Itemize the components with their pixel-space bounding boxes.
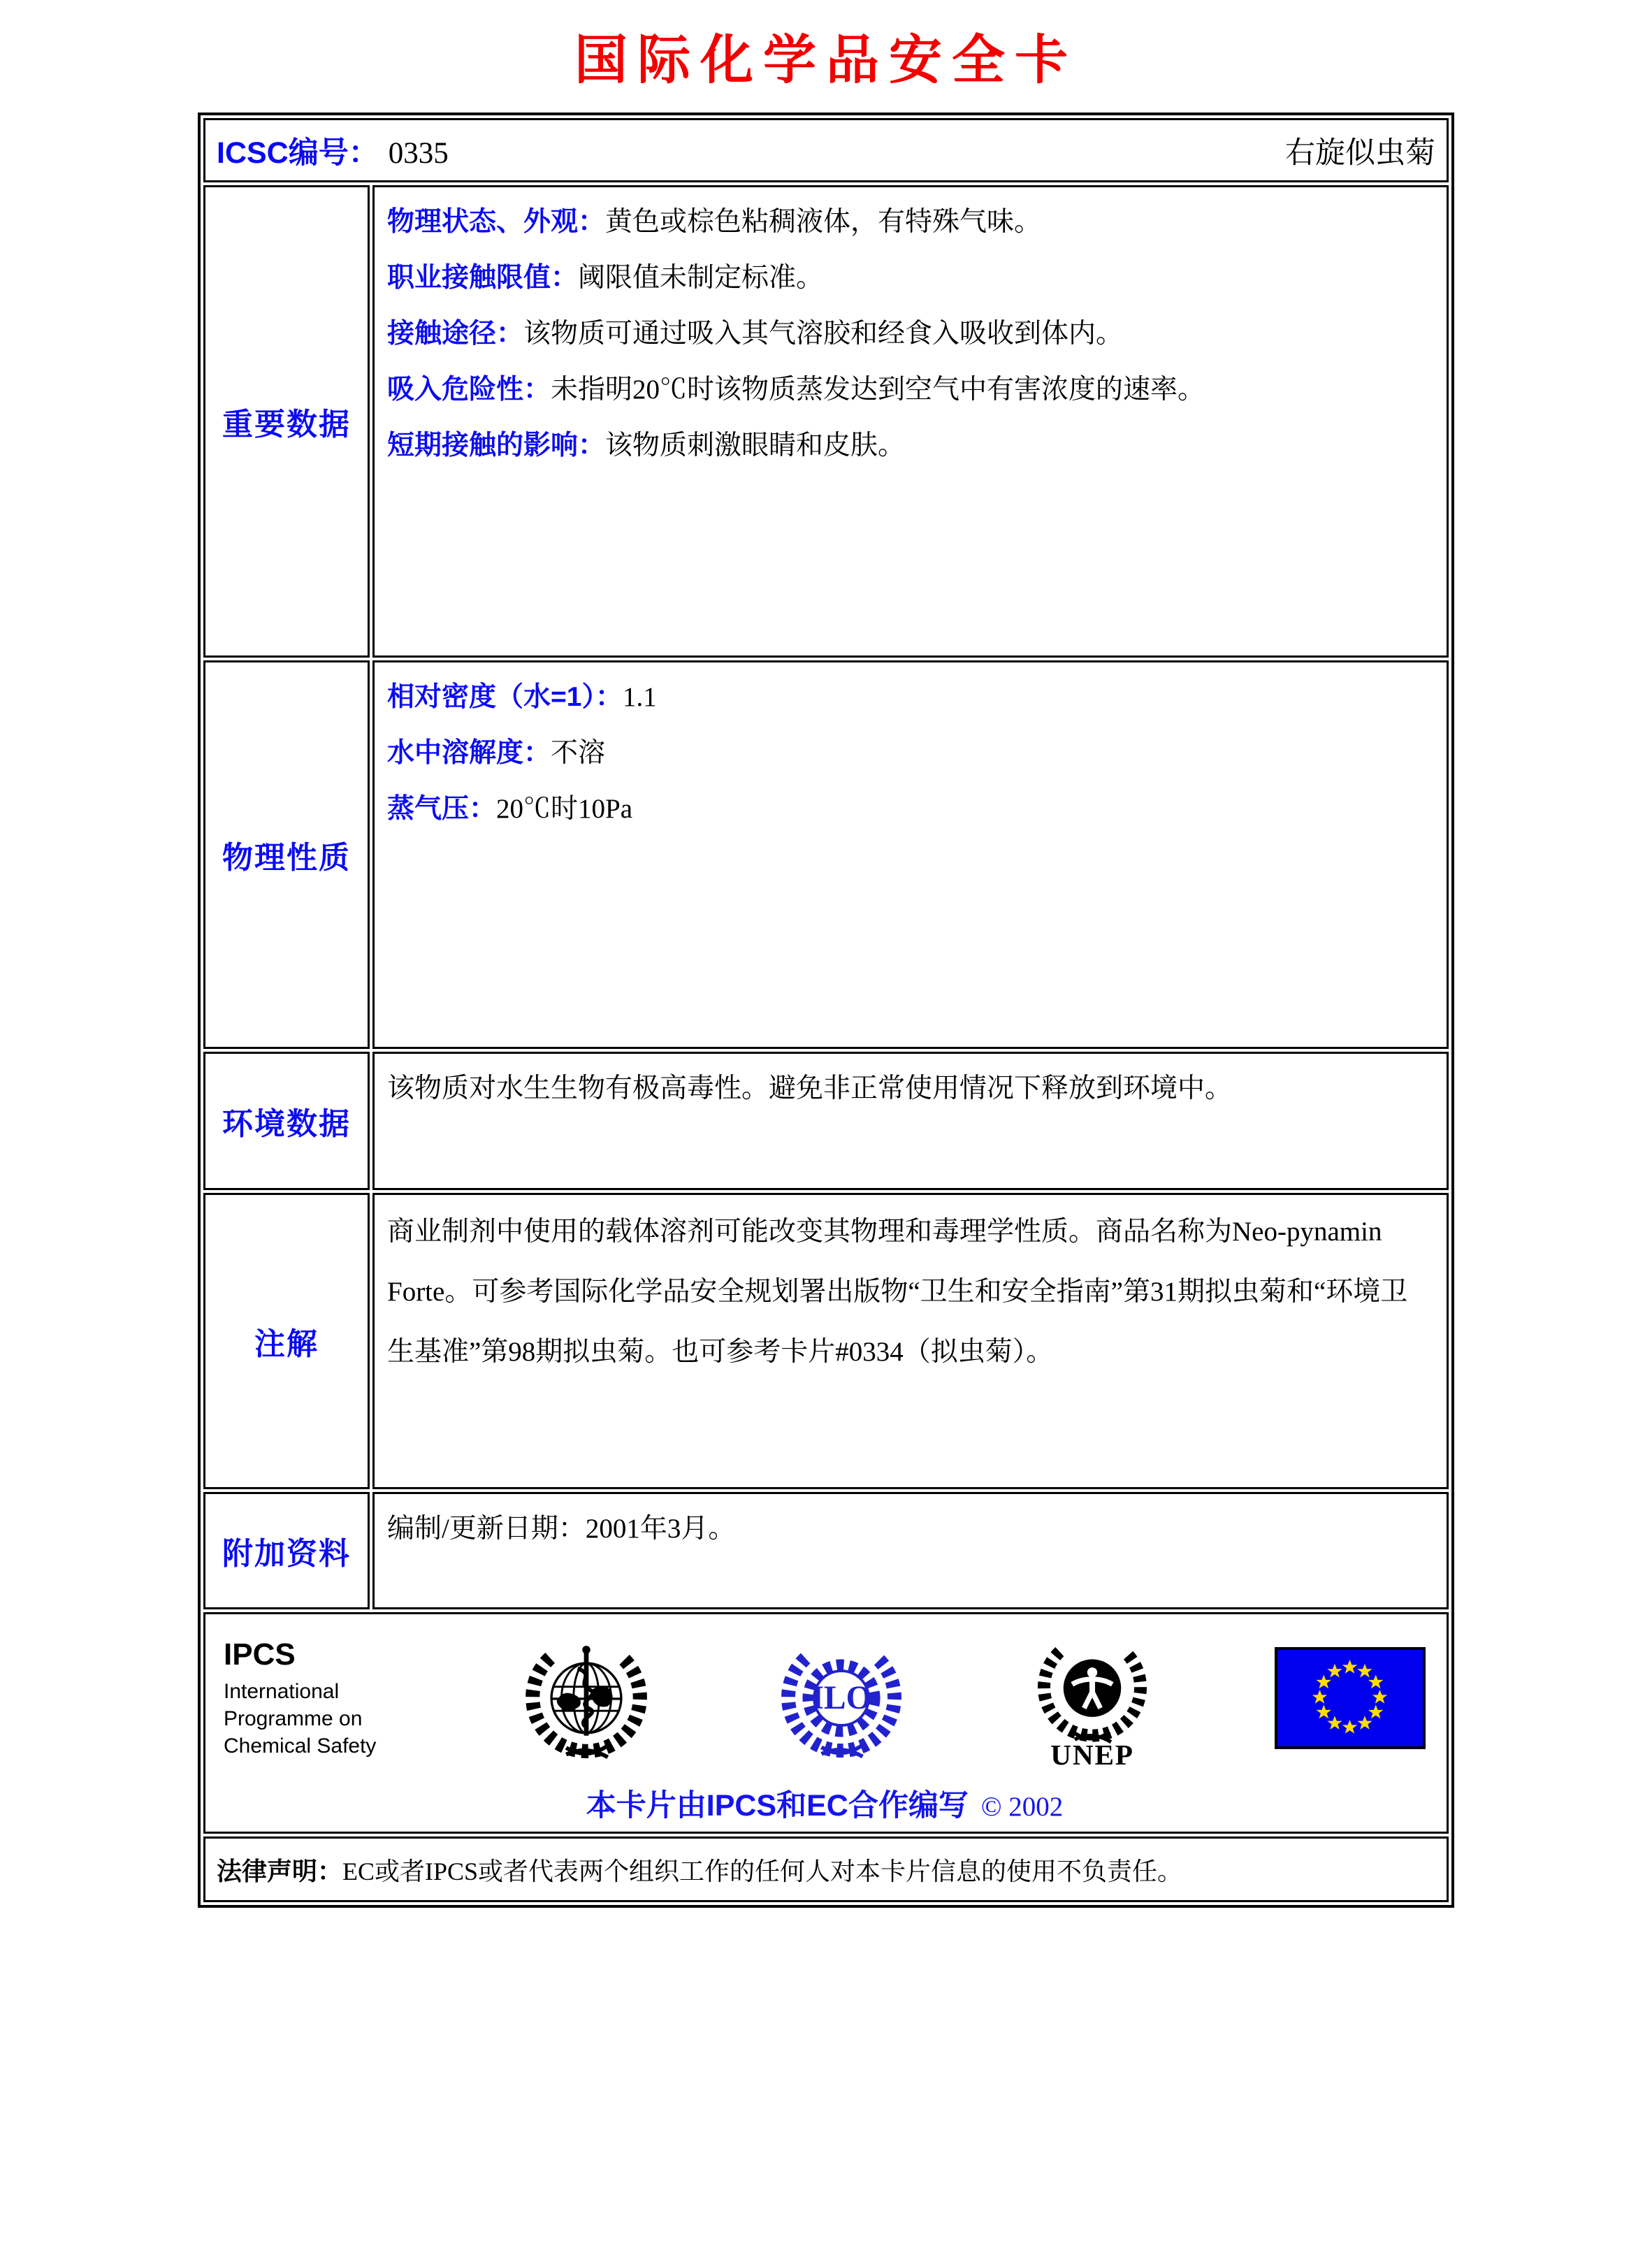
icsc-number-value: 0335 xyxy=(388,136,449,170)
header-cell xyxy=(203,118,1449,182)
property-line xyxy=(387,362,1434,418)
environmental-data-text: 该物质对水生生物有极高毒性。避免非正常使用情况下释放到环境中。 xyxy=(387,1073,1233,1103)
ipcs-desc-line: International xyxy=(224,1679,340,1703)
logos-row xyxy=(203,1612,1449,1834)
notes-text: 商业制剂中使用的载体溶剂可能改变其物理和毒理学性质。商品名称为Neo-pynamin Forte。可参考国际化学品安全规划署出版物“卫生和安全指南”第31期拟虫菊和“环境卫生基准”第98期拟虫菊。也可参考卡片#0334（拟虫菊）。 xyxy=(387,1217,1408,1367)
copyright-year: © 2002 xyxy=(980,1792,1064,1822)
chemical-name: 右旋似虫菊 xyxy=(1285,136,1435,170)
property-value: 黄色或棕色粘稠液体，有特殊气味。 xyxy=(605,207,1042,237)
property-line xyxy=(387,306,1434,362)
property-label: 职业接触限值： xyxy=(387,262,579,293)
property-value: 未指明20℃时该物质蒸发达到空气中有害浓度的速率。 xyxy=(551,374,1205,405)
ilo-logo-text: ILO xyxy=(811,1680,872,1717)
important-data-content xyxy=(372,185,1449,658)
property-line xyxy=(387,250,1434,306)
ipcs-desc-line: Programme on xyxy=(224,1707,363,1730)
icsc-number-label: ICSC编号： xyxy=(217,136,379,170)
notes-content xyxy=(372,1193,1449,1489)
copyright-line xyxy=(224,1782,1426,1825)
property-value: 阈限值未制定标准。 xyxy=(578,262,824,293)
property-value: 该物质可通过吸入其气溶胶和经食入吸收到体内。 xyxy=(523,318,1124,349)
unep-figure-head xyxy=(1087,1667,1097,1677)
property-line xyxy=(387,194,1434,250)
environmental-data-row xyxy=(203,1052,1449,1190)
important-data-row xyxy=(203,185,1449,658)
section-label-environmental-data: 环境数据 xyxy=(203,1052,370,1190)
legal-label: 法律声明： xyxy=(217,1856,343,1885)
additional-info-content xyxy=(372,1492,1449,1609)
physical-properties-row xyxy=(203,660,1449,1049)
environmental-data-content xyxy=(372,1052,1449,1190)
property-label: 相对密度（水=1）： xyxy=(387,682,623,712)
ipcs-desc-line: Chemical Safety xyxy=(224,1734,377,1758)
property-value: 1.1 xyxy=(622,682,657,712)
property-value: 20℃时10Pa xyxy=(496,793,633,824)
property-line xyxy=(387,669,1434,725)
property-label: 接触途径： xyxy=(387,318,524,349)
copyright-text: 本卡片由IPCS和EC合作编写 xyxy=(586,1789,969,1823)
legal-cell xyxy=(203,1836,1449,1902)
header-row xyxy=(203,118,1449,182)
section-label-additional-info: 附加资料 xyxy=(203,1492,370,1609)
notes-row xyxy=(203,1193,1449,1489)
property-label: 短期接触的影响： xyxy=(387,430,606,461)
property-line xyxy=(387,781,1434,837)
additional-info-text: 编制/更新日期：2001年3月。 xyxy=(387,1514,736,1544)
unep-logo xyxy=(1029,1625,1155,1771)
logos-cell xyxy=(203,1612,1449,1834)
property-line xyxy=(387,418,1434,474)
property-label: 物理状态、外观： xyxy=(387,207,606,237)
ilo-logo xyxy=(773,1632,910,1765)
section-label-physical-properties: 物理性质 xyxy=(203,660,370,1049)
section-label-notes: 注解 xyxy=(203,1193,370,1489)
icsc-table xyxy=(198,113,1454,1908)
additional-info-row xyxy=(203,1492,1449,1609)
property-label: 水中溶解度： xyxy=(387,737,551,768)
unep-logo-text: UNEP xyxy=(1050,1739,1134,1771)
property-value: 不溶 xyxy=(551,737,606,768)
property-label: 蒸气压： xyxy=(387,793,497,824)
legal-text: EC或者IPCS或者代表两个组织工作的任何人对本卡片信息的使用不负责任。 xyxy=(342,1857,1183,1885)
legal-row xyxy=(203,1836,1449,1902)
eu-flag-logo xyxy=(1275,1647,1426,1749)
section-label-important-data: 重要数据 xyxy=(203,185,370,658)
physical-properties-content xyxy=(372,660,1449,1049)
icsc-number-group xyxy=(217,129,449,172)
ipcs-name: IPCS xyxy=(224,1637,296,1672)
property-value: 该物质刺激眼睛和皮肤。 xyxy=(605,430,906,461)
who-logo xyxy=(519,1630,653,1767)
property-line xyxy=(387,725,1434,781)
ipcs-text-block xyxy=(224,1637,400,1760)
page-title: 国际化学品安全卡 xyxy=(574,31,1078,90)
property-label: 吸入危险性： xyxy=(387,374,551,405)
